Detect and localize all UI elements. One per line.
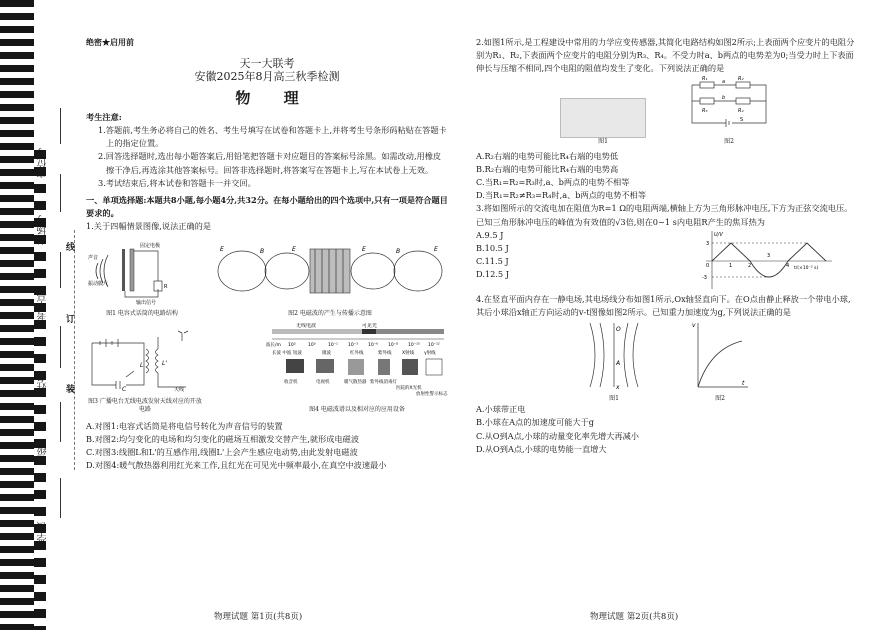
q4-x-axis-label: x bbox=[616, 384, 620, 392]
subject-title: 物 理 bbox=[235, 88, 313, 107]
fig1-label-fixed-electrode: 固定电极 bbox=[140, 243, 161, 250]
line-seat bbox=[60, 108, 61, 144]
label-room-number: 考场号 bbox=[38, 215, 49, 245]
fig1-label-r: R bbox=[164, 284, 168, 291]
binding-stripes bbox=[0, 0, 34, 630]
em-spectrum bbox=[266, 323, 448, 401]
q4-fig2 bbox=[690, 319, 750, 403]
q2-option-a: A.R₂右端的电势可能比R₄右端的电势低 bbox=[476, 150, 619, 161]
binding-word-bind: 装 bbox=[66, 385, 76, 395]
wavelength-tick: 10⁰ bbox=[308, 343, 316, 349]
q1-option-d: D.对图4:暖气散热器利用红光来工作,且红光在可见光中频率最小,在真空中波速最小 bbox=[86, 460, 387, 471]
q1-fig4-caption: 图4 电磁波谱以及相对应的应用设备 bbox=[309, 405, 405, 413]
band-label: γ射线 bbox=[424, 351, 436, 357]
label-class: 班级 bbox=[38, 445, 49, 465]
binding-word-staple: 订 bbox=[66, 315, 76, 325]
line-candidate bbox=[60, 252, 61, 288]
q3-tick-0: 0 bbox=[706, 262, 710, 269]
strain-sensor-photo bbox=[560, 98, 646, 138]
svg-text:E: E bbox=[434, 246, 438, 254]
q2-fig2 bbox=[686, 75, 772, 145]
q4-fig1-caption: 图1 bbox=[609, 395, 619, 403]
notice-item: 2.回答选择题时,选出每小题答案后,用铅笔把答题卡对应题目的答案标号涂黑。如需改动,用橡皮擦干净后,再选涂其他答案标号。回答非选择题时,将答案写在答题卡上,写在本试卷上无效。 bbox=[98, 151, 442, 175]
spectrum-radio-label: 无线电波 bbox=[296, 323, 317, 330]
q2-figures bbox=[476, 76, 856, 146]
q4-v-label: v bbox=[692, 322, 696, 330]
spectrum-wavelength-label: 波长/m bbox=[266, 343, 281, 349]
fig3-label-antenna: 天线 bbox=[174, 387, 185, 394]
uv-lamp-image bbox=[378, 359, 390, 375]
q3-axis-u: U/V bbox=[714, 231, 723, 238]
fig3-label-l: L bbox=[140, 362, 144, 370]
q1-fig1-caption: 图1 电容式话筒的电路结构 bbox=[106, 309, 178, 317]
q4-option-c: C.从O到A点,小球的动量变化率先增大再减小 bbox=[476, 430, 639, 441]
q3-tick-neg3: -3 bbox=[702, 274, 707, 281]
fig3-label-l-prime: L' bbox=[162, 360, 167, 368]
label-candidate-number: 考生号 bbox=[38, 290, 49, 320]
wavelength-tick: 10⁻¹² bbox=[428, 343, 440, 349]
q1-figures-top bbox=[86, 234, 448, 318]
wavelength-tick: 10³ bbox=[288, 343, 296, 349]
q1-fig2 bbox=[212, 237, 448, 317]
section-heading: 一、单项选择题:本题共8小题,每小题4分,共32分。在每小题给出的四个选项中,只有一项是符合题目要求的。 bbox=[86, 195, 448, 219]
q1-fig3 bbox=[86, 329, 204, 413]
binding-word-line: 线 bbox=[66, 243, 76, 253]
q4-option-d: D.从O到A点,小球的电势能一直增大 bbox=[476, 443, 607, 454]
q3-tick-3: 3 bbox=[706, 240, 710, 247]
q3-tick-4: 4 bbox=[786, 262, 790, 269]
q4-fig2-caption: 图2 bbox=[715, 395, 725, 403]
tv-image bbox=[316, 359, 334, 373]
heater-image bbox=[348, 359, 364, 375]
band-label: X射线 bbox=[402, 351, 415, 357]
left-column bbox=[86, 36, 448, 472]
line-school bbox=[60, 478, 61, 518]
q3-voltage-graph bbox=[696, 229, 836, 293]
label-name: 姓名 bbox=[38, 372, 49, 392]
q3-tick-2: 2 bbox=[748, 262, 752, 269]
q1-fig3-caption: 图3 广播电台无线电波发射天线对应的开放电路 bbox=[88, 397, 202, 413]
r2-label: R₂ bbox=[738, 76, 744, 83]
q4-t-label: t bbox=[742, 380, 745, 388]
q2-fig2-caption: 图2 bbox=[724, 137, 734, 145]
microphone-diagram bbox=[86, 237, 198, 305]
q1-options bbox=[86, 420, 448, 473]
switch-label: S bbox=[740, 117, 744, 124]
svg-text:B: B bbox=[396, 248, 401, 256]
wavelength-tick: 10⁻⁶ bbox=[368, 343, 378, 349]
line-room bbox=[60, 174, 61, 212]
q1-option-c: C.对图3:线圈L和L'的互感作用,线圈L'上会产生感应电动势,由此发射电磁波 bbox=[86, 447, 358, 458]
device-label: 紫外线消毒灯 bbox=[370, 380, 397, 386]
q3-option-d: D.12.5 J bbox=[476, 269, 509, 280]
bridge-circuit bbox=[686, 75, 772, 133]
q3-stem: 3.将如图所示的交流电加在阻值为R=1 Ω的电阻两端,横轴上方为三角形脉冲电压,下方为正弦交流电压。已知三角形脉冲电压的峰值为有效值的√3倍,则在0~1 s内电阻R产生的焦耳热为 bbox=[476, 203, 853, 227]
q1-fig4 bbox=[266, 323, 448, 413]
svg-text:E: E bbox=[292, 246, 296, 254]
r4-label: R₄ bbox=[738, 108, 744, 115]
notice-item: 3.考试结束后,将本试卷和答题卡一并交回。 bbox=[98, 177, 256, 188]
wavelength-tick: 10⁻¹ bbox=[328, 343, 338, 349]
q2-option-d: D.当R₁=R₂≠R₃=R₄时,a、b两点的电势不相等 bbox=[476, 190, 647, 201]
q4-stem: 4.在竖直平面内存在一静电场,其电场线分布如图1所示,Ox轴竖直向下。在O点由静止释放一个带电小球,其后小球沿x轴正方向运动的v-t图像如图2所示。已知重力加速度为g,下列说法正确的是 bbox=[476, 293, 851, 318]
footer-right: 物理试题 第2页(共8页) bbox=[590, 612, 679, 622]
q2-stem: 2.如图1所示,是工程建设中常用的力学应变传感器,其简化电路结构如图2所示;上表面两个应变片的电阻分别为R₁、R₂,下表面两个应变片的电阻分别为R₃、R₄。不受力时a、b两点的电势差为0;当受力时上下表面伸长与压缩不相同,四个电阻的阻值均发生了变化。下列说法正确的是 bbox=[476, 37, 855, 74]
q4-figures bbox=[476, 319, 856, 403]
q4-option-a: A.小球带正电 bbox=[476, 404, 526, 415]
svg-text:E: E bbox=[220, 246, 224, 254]
fig1-label-diaphragm: 振动膜片 bbox=[88, 281, 109, 288]
fig1-label-sound: 声音 bbox=[88, 255, 99, 262]
device-label: 放射性警示标志 bbox=[416, 392, 448, 398]
device-label: 电视机 bbox=[316, 380, 330, 386]
notice-item: 1.答题前,考生务必将自己的姓名、考生号填写在试卷和答题卡上,并将考生号条形码粘贴在答题卡上的指定位置。 bbox=[98, 125, 447, 149]
wavelength-tick: 10⁻¹⁰ bbox=[408, 343, 420, 349]
spectrum-visible-label: 可见光 bbox=[362, 323, 378, 330]
wavelength-tick: 10⁻⁸ bbox=[388, 343, 398, 349]
antenna-circuit bbox=[86, 329, 204, 393]
q2-fig1-caption: 图1 bbox=[598, 137, 608, 145]
r1-label: R₁ bbox=[702, 76, 708, 83]
node-b-label: b bbox=[722, 95, 726, 102]
secret-mark: 绝密★启用前 bbox=[86, 37, 134, 47]
notice-title: 考生注意: bbox=[86, 111, 122, 122]
node-a-label: a bbox=[722, 79, 726, 86]
label-seat-number: 座位号 bbox=[38, 148, 49, 178]
q4-option-b: B.小球在A点的加速度可能大于g bbox=[476, 417, 595, 428]
q3-option-b: B.10.5 J bbox=[476, 243, 509, 254]
q1-option-b: B.对图2:均匀变化的电场和均匀变化的磁场互相激发交替产生,就形成电磁波 bbox=[86, 433, 360, 444]
q2-option-c: C.当R₁=R₂=R₃时,a、b两点的电势不相等 bbox=[476, 177, 630, 188]
q3-axis-t: t/(×10⁻² s) bbox=[794, 265, 819, 271]
exam-org: 天一大联考 bbox=[239, 57, 295, 71]
q3-option-a: A.9.5 J bbox=[476, 229, 504, 240]
r3-label: R₃ bbox=[702, 108, 708, 115]
q3-options bbox=[476, 229, 509, 293]
wavelength-tick: 10⁻³ bbox=[348, 343, 358, 349]
band-label: 红外线 bbox=[350, 351, 364, 357]
fig1-label-output: 输出信号 bbox=[136, 300, 157, 306]
q4-point-a-label: A bbox=[616, 360, 621, 368]
q1-fig1 bbox=[86, 237, 198, 317]
q3-tick-3x: 3 bbox=[767, 252, 771, 259]
xray-image bbox=[402, 359, 418, 375]
q2-fig1 bbox=[560, 98, 646, 146]
fig3-label-c: C bbox=[122, 386, 127, 394]
q4-fig1 bbox=[582, 319, 646, 403]
band-label: 微波 bbox=[322, 351, 331, 357]
label-school: 学校 bbox=[38, 522, 49, 542]
svg-text:B: B bbox=[260, 248, 265, 256]
field-lines bbox=[582, 319, 646, 391]
q2-option-b: B.R₂右端的电势可能比R₄右端的电势高 bbox=[476, 163, 619, 174]
q4-origin-label: O bbox=[616, 326, 621, 334]
device-label: 暖气散热器 bbox=[344, 380, 367, 386]
line-name bbox=[60, 326, 61, 368]
svg-text:E: E bbox=[362, 246, 366, 254]
radiation-sign-image bbox=[426, 359, 442, 375]
footer-left: 物理试题 第1页(共8页) bbox=[214, 612, 303, 622]
q3-option-c: C.11.5 J bbox=[476, 256, 509, 267]
q1-stem: 1.关于四幅情景图像,说法正确的是 bbox=[86, 221, 212, 232]
q3-tick-1: 1 bbox=[729, 262, 733, 269]
notice-block bbox=[86, 111, 448, 190]
device-label: 收音机 bbox=[284, 380, 298, 386]
line-class bbox=[60, 402, 61, 442]
em-wave-diagram bbox=[212, 237, 448, 305]
right-column bbox=[476, 36, 856, 456]
q3-body bbox=[476, 229, 856, 293]
band-label: 紫外线 bbox=[378, 351, 392, 357]
device-label: 医院的X光机 bbox=[396, 386, 422, 392]
exam-title: 安徽2025年8月高三秋季检测 bbox=[194, 70, 340, 84]
q1-option-a: A.对图1:电容式话筒是将电信号转化为声音信号的装置 bbox=[86, 420, 283, 431]
radio-image bbox=[286, 359, 304, 373]
band-label: 长波 中波 短波 bbox=[272, 351, 302, 357]
binding-dashed-line bbox=[74, 230, 75, 470]
q1-fig2-caption: 图2 电磁波的产生与传播示意图 bbox=[288, 309, 372, 317]
q1-figures-bottom bbox=[86, 322, 448, 414]
vt-graph bbox=[690, 319, 750, 391]
